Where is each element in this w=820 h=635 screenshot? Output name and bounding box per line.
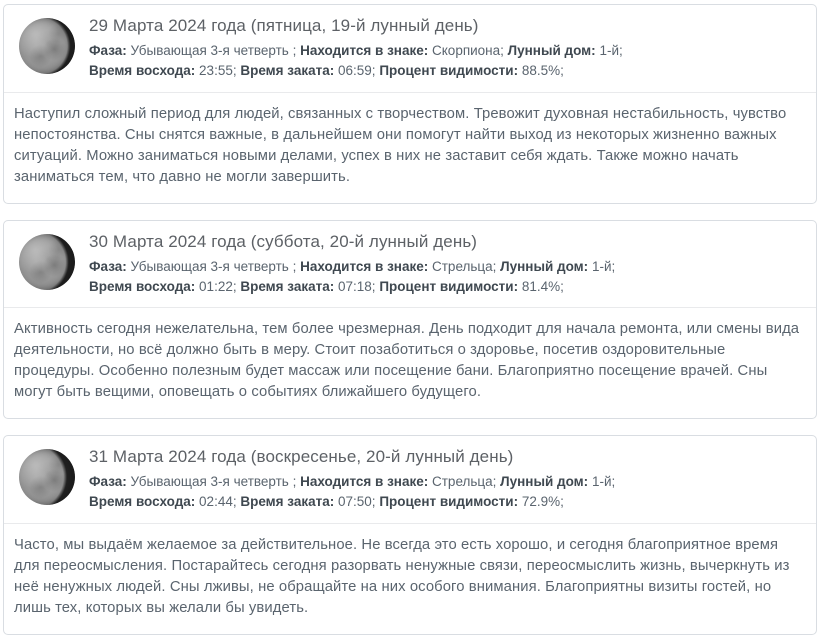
sign-value: Стрельца; <box>432 474 497 489</box>
rise-value: 02:44; <box>199 494 237 510</box>
card-details-line-1 <box>89 472 615 492</box>
card-header-text <box>89 16 623 82</box>
visibility-value: 88.5%; <box>521 63 564 79</box>
house-label: Лунный дом: <box>507 43 596 58</box>
visibility-label: Процент видимости: <box>379 494 519 510</box>
card-details-line-2 <box>89 61 623 81</box>
visibility-value: 81.4%; <box>521 278 564 294</box>
card-title: 30 Марта 2024 года (суббота, 20-й лунный день) <box>89 231 478 251</box>
card-details-line-2 <box>89 277 615 297</box>
phase-label: Фаза: <box>89 258 127 274</box>
card-description: Активность сегодня нежелательна, тем более чрезмерная. День подходит для начала ремонта, или смены вида деятельности, но всё должно быть в меру. Стоит позаботиться о здоровье, посетив оздоровительные процедуры. Особенно полезным будет массаж или посещение бани. Благоприятно посещение врачей. Сны могут быть вещими, оповещать о событиях ближайшего будущего. <box>14 321 800 400</box>
sign-value: Стрельца; <box>432 258 497 274</box>
rise-label: Время восхода: <box>89 494 196 510</box>
set-value: 07:18; <box>338 278 376 294</box>
phase-label: Фаза: <box>89 474 127 489</box>
visibility-label: Процент видимости: <box>379 63 519 79</box>
set-label: Время заката: <box>240 63 335 79</box>
house-label: Лунный дом: <box>500 474 589 489</box>
phase-value: Убывающая 3-я четверть ; <box>130 474 297 489</box>
sign-value: Скорпиона; <box>432 43 504 58</box>
set-label: Время заката: <box>240 494 335 510</box>
card-header <box>4 221 816 308</box>
house-value: 1-й; <box>591 474 616 489</box>
phase-label: Фаза: <box>89 43 127 58</box>
sign-label: Находится в знаке: <box>300 258 429 274</box>
lunar-day-card <box>3 4 817 204</box>
card-header <box>4 436 816 523</box>
phase-value: Убывающая 3-я четверть ; <box>130 43 297 58</box>
phase-value: Убывающая 3-я четверть ; <box>130 258 297 274</box>
house-value: 1-й; <box>599 43 623 58</box>
lunar-day-card <box>3 435 817 635</box>
moon-phase-image <box>19 18 75 74</box>
rise-label: Время восхода: <box>89 63 196 79</box>
set-value: 07:50; <box>338 494 376 510</box>
card-details-line-2 <box>89 492 615 512</box>
rise-value: 01:22; <box>199 278 237 294</box>
card-details-line-1 <box>89 41 623 61</box>
sign-label: Находится в знаке: <box>300 474 429 489</box>
visibility-label: Процент видимости: <box>379 278 519 294</box>
set-value: 06:59; <box>338 63 376 79</box>
sign-label: Находится в знаке: <box>300 43 429 58</box>
card-title: 31 Марта 2024 года (воскресенье, 20-й лунный день) <box>89 447 514 466</box>
rise-label: Время восхода: <box>89 278 196 294</box>
card-description: Наступил сложный период для людей, связанных с творчеством. Тревожит духовная нестабильность, чувство непостоянства. Сны снятся важные, в дальнейшем они помогут найти выход из некоторых жизненно важных ситуаций. Можно заниматься новыми делами, успех в них не заставит себя ждать. Также можно начать заниматься тем, что давно не могли завершить. <box>14 105 787 185</box>
house-label: Лунный дом: <box>500 258 589 274</box>
rise-value: 23:55; <box>199 63 237 79</box>
moon-phase-image <box>19 449 75 505</box>
card-header <box>4 5 816 92</box>
card-title: 29 Марта 2024 года (пятница, 19-й лунный день) <box>89 16 479 35</box>
card-description: Часто, мы выдаём желаемое за действительное. Не всегда это есть хорошо, и сегодня благоприятное время для переосмысления. Постарайтесь сегодня разорвать ненужные связи, переосмыслить жизнь, вычеркнуть из неё ненужных людей. Сны лживы, не обращайте на них особого внимания. Благоприятны визиты гостей, но лишь тех, которых вы желали бы увидеть. <box>14 536 790 616</box>
moon-phase-image <box>19 234 75 290</box>
card-details-line-1 <box>89 257 615 277</box>
house-value: 1-й; <box>591 258 616 274</box>
card-header-text <box>89 447 615 513</box>
card-header-text <box>89 232 615 298</box>
lunar-day-card <box>3 220 817 420</box>
set-label: Время заката: <box>240 278 335 294</box>
visibility-value: 72.9%; <box>521 494 564 510</box>
